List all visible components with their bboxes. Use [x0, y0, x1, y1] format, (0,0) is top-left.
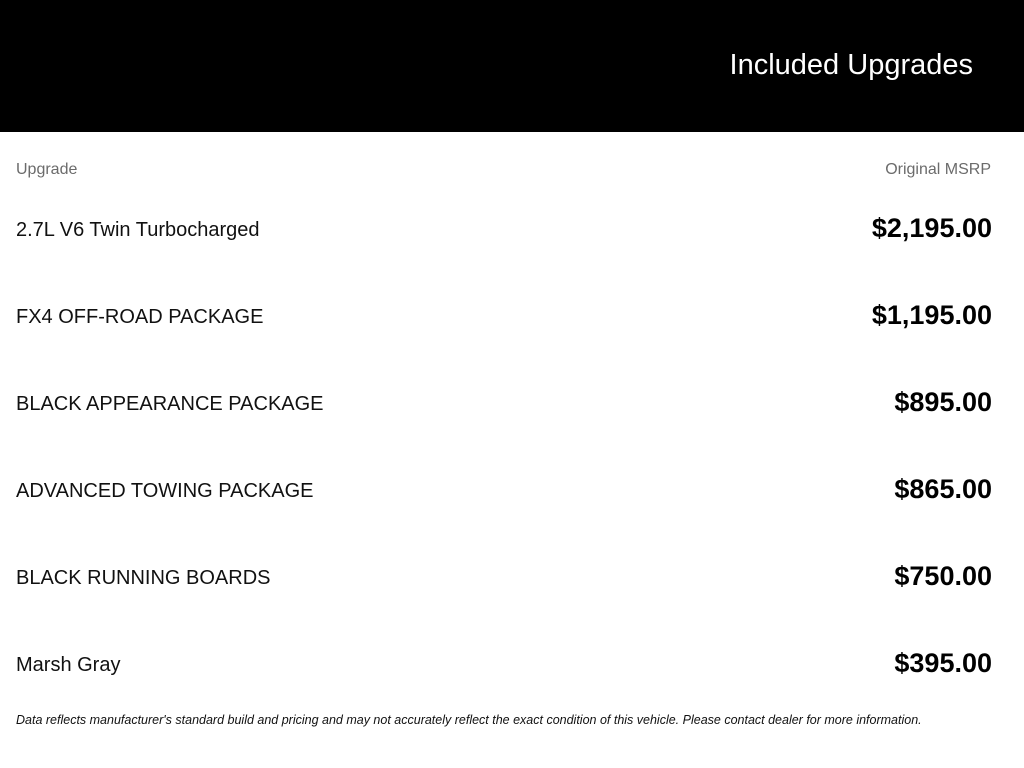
upgrade-name: 2.7L V6 Twin Turbocharged: [16, 219, 260, 241]
upgrade-price: $865.00: [894, 474, 992, 504]
disclaimer-footnote: Data reflects manufacturer's standard build and pricing and may not accurately reflect the exact condition of this vehicle. Please contact dealer for more information.: [16, 713, 922, 727]
column-header-msrp: Original MSRP: [885, 161, 991, 178]
upgrades-table: [16, 200, 992, 722]
table-row: [16, 374, 992, 461]
page-title: Included Upgrades: [729, 49, 973, 81]
upgrade-price: $750.00: [894, 561, 992, 591]
table-row: [16, 461, 992, 548]
upgrade-name: FX4 OFF-ROAD PACKAGE: [16, 306, 264, 328]
upgrade-price: $895.00: [894, 387, 992, 417]
upgrade-price: $2,195.00: [871, 213, 992, 243]
table-row: [16, 287, 992, 374]
upgrade-name: BLACK RUNNING BOARDS: [16, 567, 271, 589]
upgrade-name: Marsh Gray: [16, 654, 121, 676]
upgrade-price: $1,195.00: [871, 300, 992, 330]
upgrade-name: BLACK APPEARANCE PACKAGE: [16, 393, 324, 415]
upgrade-price: $395.00: [894, 648, 992, 678]
header-banner: [0, 0, 1024, 132]
upgrade-name: ADVANCED TOWING PACKAGE: [16, 480, 314, 502]
table-row: [16, 200, 992, 287]
table-row: [16, 635, 992, 722]
column-header-upgrade: Upgrade: [16, 161, 78, 178]
table-row: [16, 548, 992, 635]
